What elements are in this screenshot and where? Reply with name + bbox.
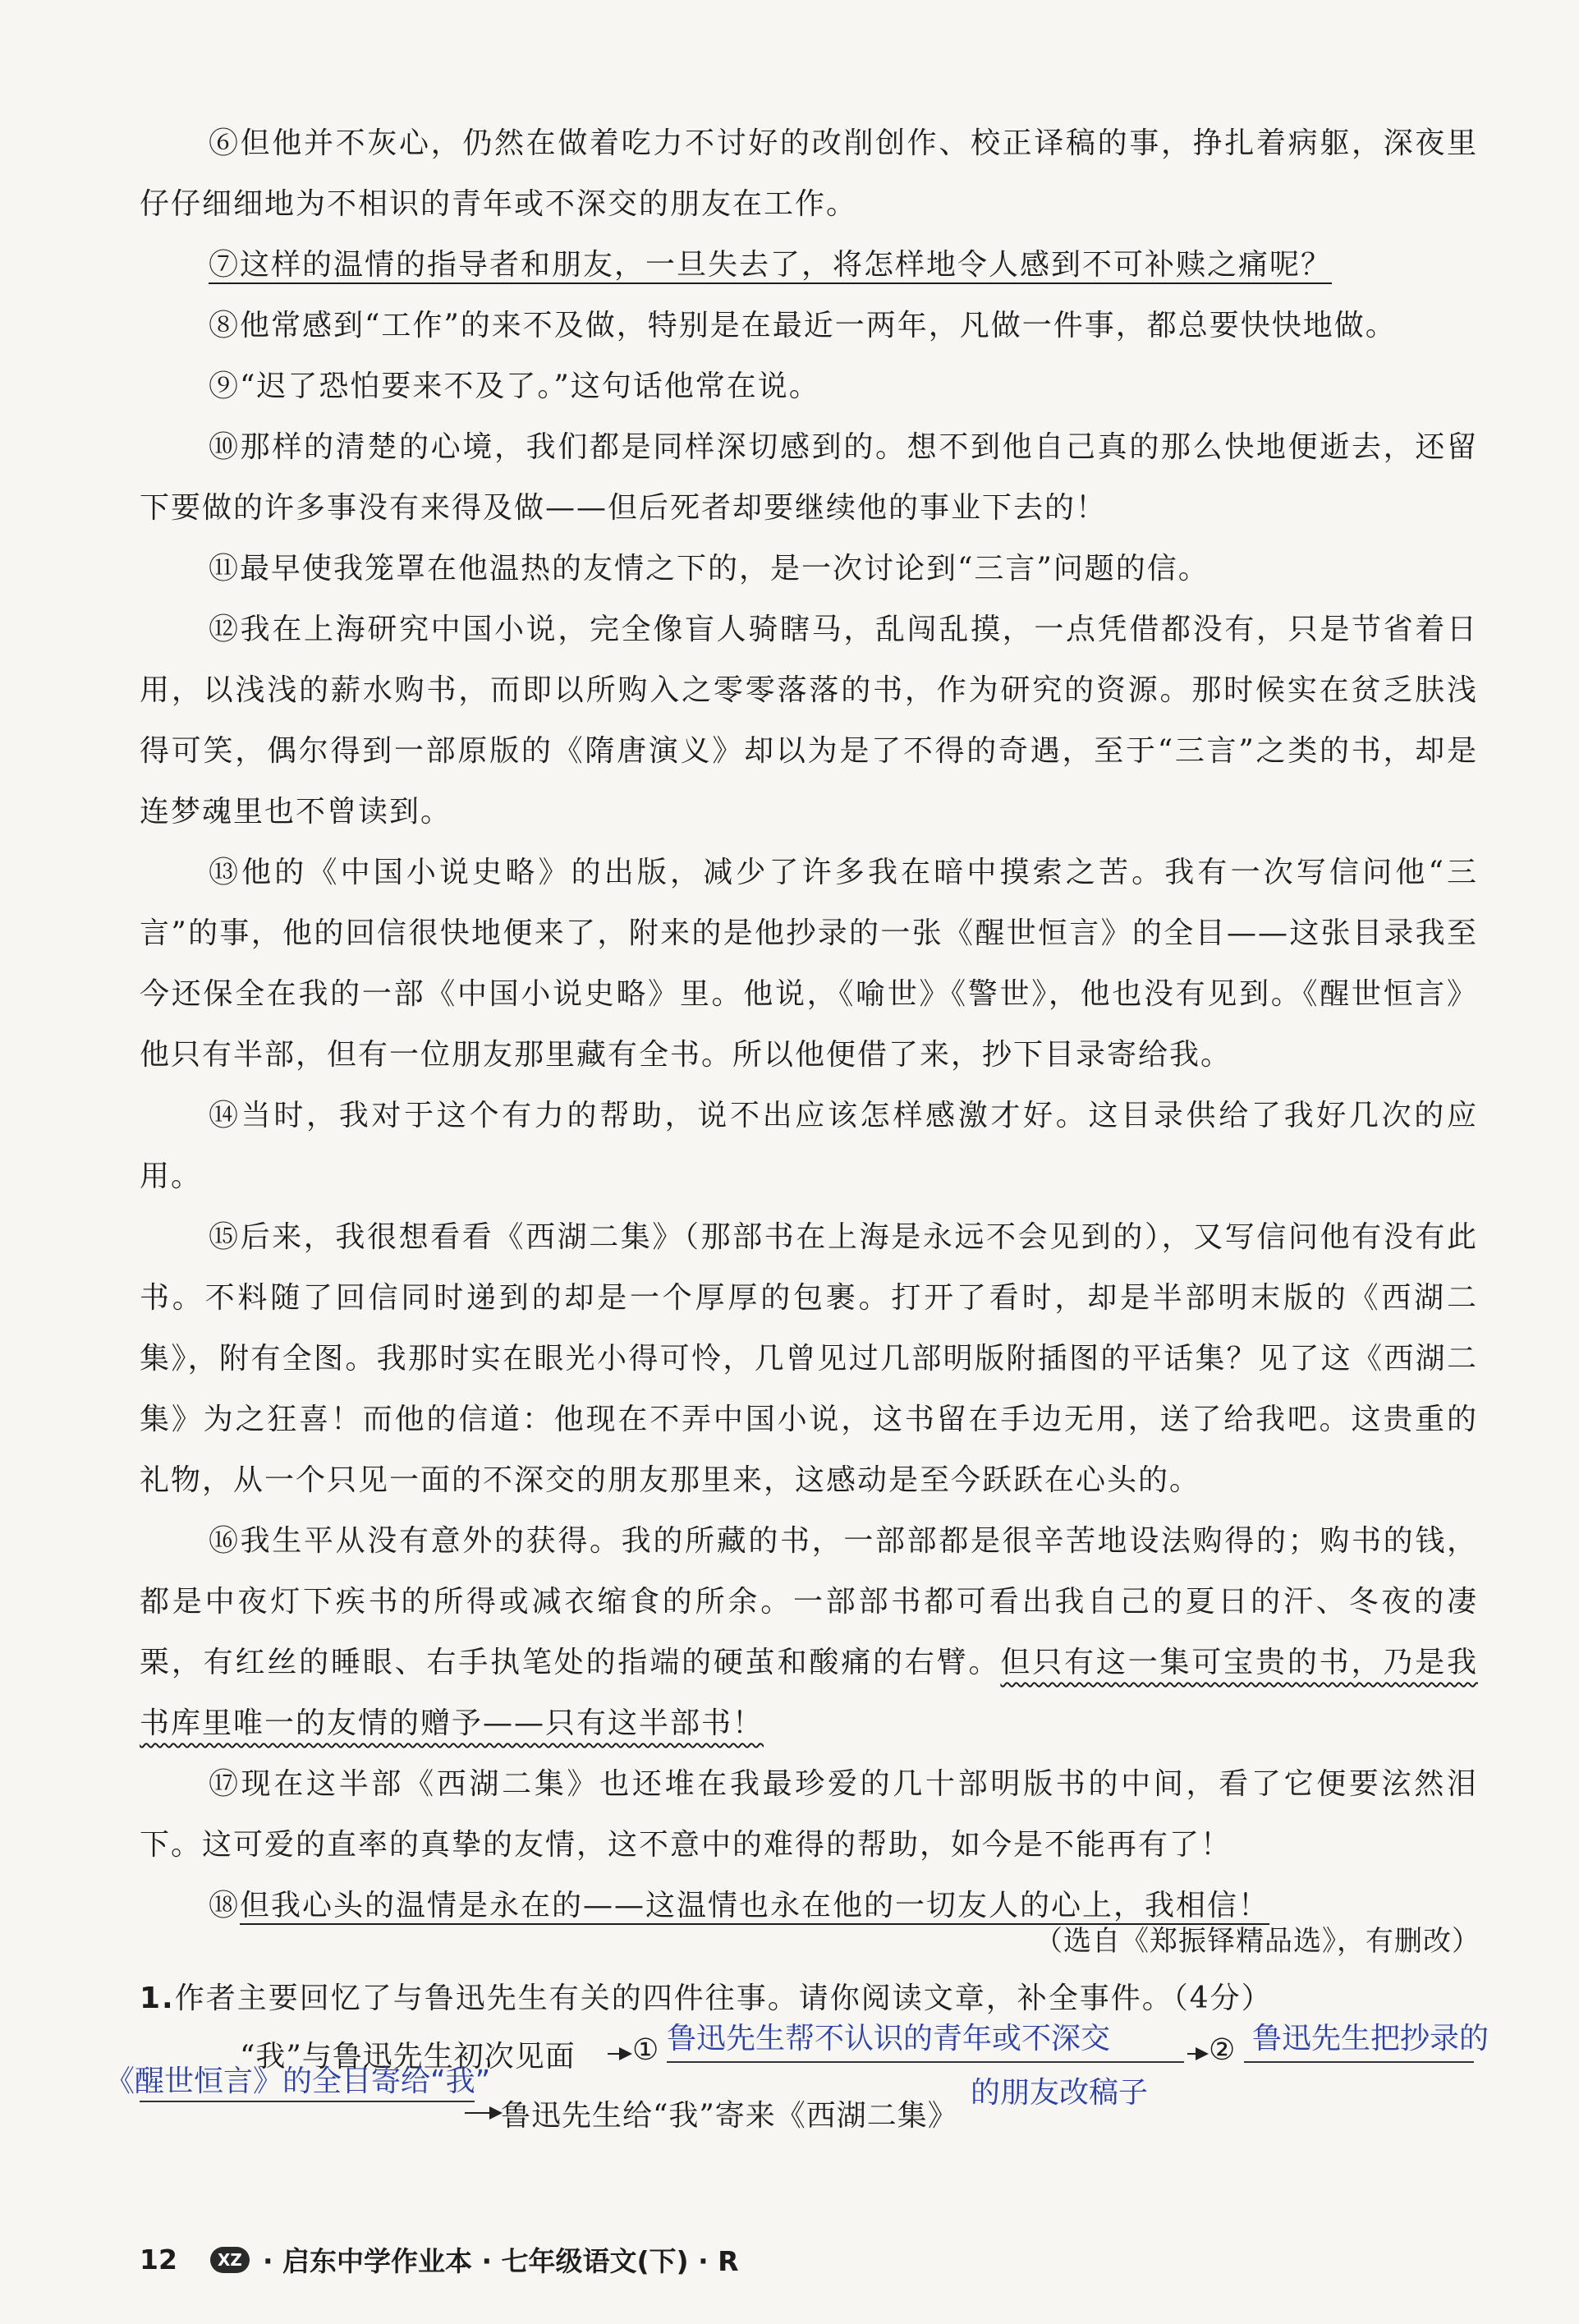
answer-1-line-1: 鲁迅先生帮不认识的青年或不深交 [667,2022,1111,2055]
xz-badge-icon: XZ [210,2247,250,2273]
answer-blank-2[interactable] [1244,2061,1474,2063]
blank-marker-2: ② [1209,2033,1237,2067]
paragraph-15: ⑮后来，我很想看看《西湖二集》（那部书在上海是永远不会见到的），又写信问他有没有此书。不料随了回信同时递到的却是一个厚厚的包裹。打开了看时，却是半部明末版的《西湖二集》，附有全图。我那时实在眼光小得可怜，几曾见过几部明版附插图的平话集？见了这《西湖二集》为之狂喜！而他的信道：他现在不弄中国小说，这书留在手边无用，送了给我吧。这贵重的礼物，从一个只见一面的不深交的朋友那里来，这感动是至今跃跃在心头的。 [140,1220,1478,1497]
paragraph-18-underlined: 但我心头的温情是永在的——这温情也永在他的一切友人的心上，我相信！ [240,1889,1270,1922]
answer-2-line-2: 《醒世恒言》的全目寄给“我” [105,2065,491,2098]
event-first-meeting: “我”与鲁迅先生初次见面 [240,2040,576,2074]
event-book-sent: 鲁迅先生给“我”寄来《西湖二集》 [501,2099,958,2133]
paragraph-8: ⑧他常感到“工作”的来不及做，特别是在最近一两年，凡做一件事，都总要快快地做。 [209,309,1397,342]
paragraph-12: ⑫我在上海研究中国小说，完全像盲人骑瞎马，乱闯乱摸，一点凭借都没有，只是节省着日用，以浅浅的薪水购书，而即以所购入之零零落落的书，作为研究的资源。那时候实在贫乏肤浅得可笑，偶尔得到一部原版的《隋唐演义》却以为是了不得的奇遇，至于“三言”之类的书，却是连梦魂里也不曾读到。 [140,613,1478,829]
question-number: 1. [140,1982,175,2015]
question-text: 作者主要回忆了与鲁迅先生有关的四件往事。请你阅读文章，补全事件。（4分） [174,1982,1273,2015]
paragraph-11: ⑪最早使我笼罩在他温热的友情之下的，是一次讨论到“三言”问题的信。 [209,552,1209,586]
page-number: 12 [140,2244,177,2276]
arrow-icon [1187,2053,1205,2055]
paragraph-9: ⑨“迟了恐怕要来不及了。”这句话他常在说。 [209,370,820,403]
source-citation: （选自《郑振铎精品选》，有删改） [1035,1925,1480,1958]
paragraph-16 [140,1511,1478,1754]
paragraph-7: ⑦这样的温情的指导者和朋友，一旦失去了，将怎样地令人感到不可补赎之痛呢？ [209,248,1333,282]
answer-1-line-2: 的朋友改稿子 [971,2076,1149,2110]
paragraph-18-marker: ⑱ [209,1889,241,1922]
answer-blank-2-continued[interactable] [140,2101,475,2102]
question-1 [140,1975,1273,2017]
paragraph-17: ⑰现在这半部《西湖二集》也还堆在我最珍爱的几十部明版书的中间，看了它便要泫然泪下。这可爱的直率的真挚的友情，这不意中的难得的帮助，如今是不能再有了！ [140,1767,1478,1862]
blank-marker-1: ① [632,2033,660,2067]
answer-2-line-1: 鲁迅先生把抄录的 [1252,2022,1489,2055]
paragraph-16-text: ⑯我生平从没有意外的获得。我的所藏的书，一部部都是很辛苦地设法购得的；购书的钱，都是中夜灯下疾书的所得或减衣缩食的所余。一部部书都可看出我自己的夏日的汗、冬夜的凄栗，有红丝的睡眼、右手执笔处的指端的硬茧和酸痛的右臂。 [140,1524,1478,1679]
paragraph-6: ⑥但他并不灰心，仍然在做着吃力不讨好的改削创作、校正译稿的事，挣扎着病躯，深夜里仔仔细细地为不相识的青年或不深交的朋友在工作。 [140,126,1478,221]
answer-blank-1[interactable] [667,2061,1184,2063]
arrow-icon [608,2053,629,2055]
paragraph-10: ⑩那样的清楚的心境，我们都是同样深切感到的。想不到他自己真的那么快地便逝去，还留下要做的许多事没有来得及做——但后死者却要继续他的事业下去的！ [140,430,1478,525]
page-footer [140,2240,739,2279]
book-title: · 启东中学作业本 · 七年级语文(下) · R [262,2245,739,2277]
paragraph-14: ⑭当时，我对于这个有力的帮助，说不出应该怎样感激才好。这目录供给了我好几次的应用。 [140,1099,1478,1193]
paragraph-16-wavy-sentence: 但只有这一集可宝贵的书，乃是我书库里唯一的友情的赠予——只有这半部书！ [140,1646,1478,1740]
paragraph-13: ⑬他的《中国小说史略》的出版，减少了许多我在暗中摸索之苦。我有一次写信问他“三言”的事，他的回信很快地便来了，附来的是他抄录的一张《醒世恒言》的全目——这张目录我至今还保全在我的一部《中国小说史略》里。他说，《喻世》《警世》，他也没有见到。《醒世恒言》他只有半部，但有一位朋友那里藏有全书。所以他便借了来，抄下目录寄给我。 [140,856,1478,1072]
arrow-icon [465,2112,499,2114]
